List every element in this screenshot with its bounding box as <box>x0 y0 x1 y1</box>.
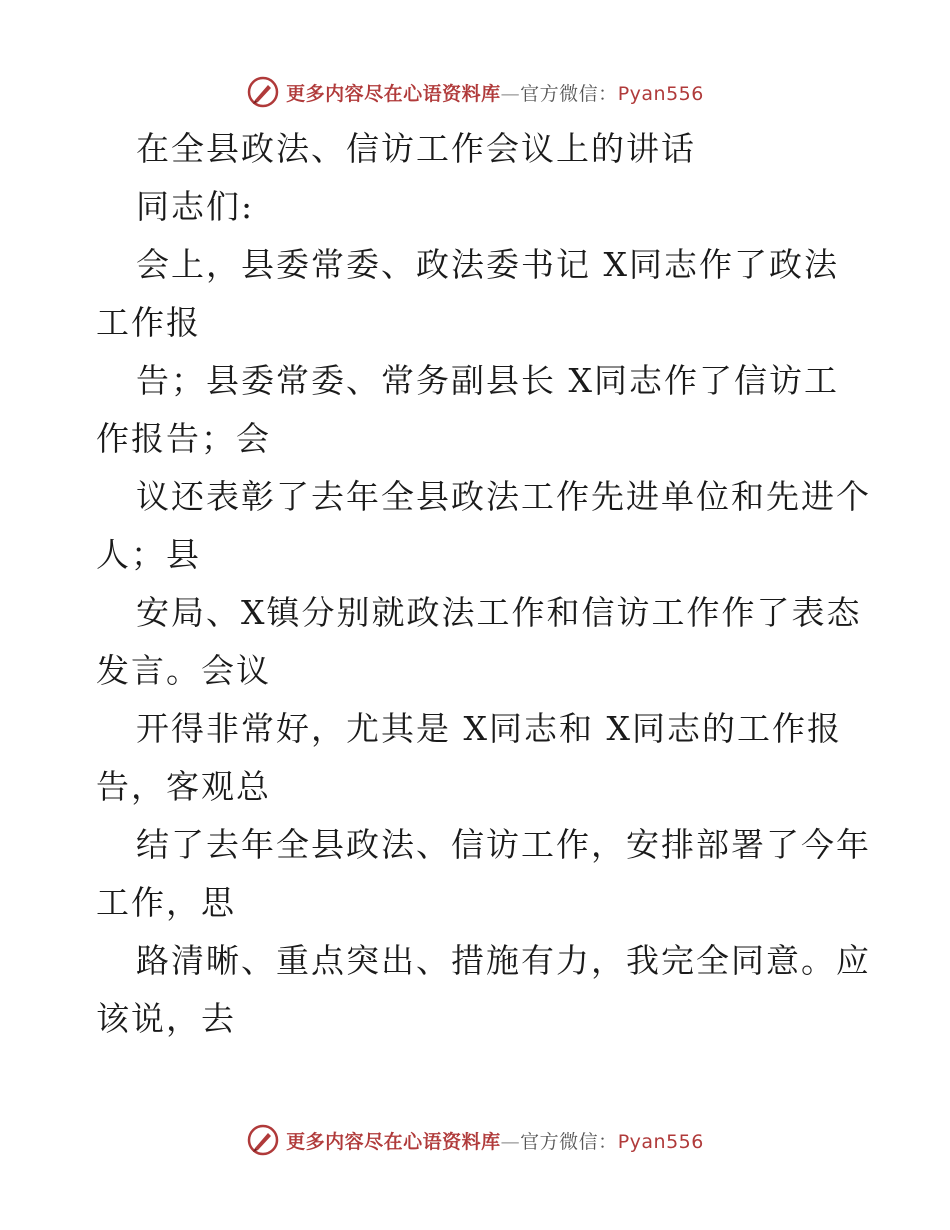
pen-logo-icon <box>246 75 280 109</box>
body-line: 开得非常好，尤其是 X同志和 X同志的工作报 <box>136 709 842 748</box>
salutation: 同志们: <box>136 187 255 226</box>
watermark-text <box>286 1127 704 1154</box>
watermark-brand: 更多内容尽在心语资料库 <box>286 1130 501 1153</box>
watermark-brand: 更多内容尽在心语资料库 <box>286 82 501 105</box>
footer-watermark <box>0 1118 950 1162</box>
body-line: 人；县 <box>96 535 201 574</box>
body-line: 结了去年全县政法、信访工作，安排部署了今年 <box>136 825 871 864</box>
pen-logo-icon <box>246 1123 280 1157</box>
body-line: 会上，县委常委、政法委书记 X同志作了政法 <box>136 245 839 284</box>
watermark-id: Pyan556 <box>617 1130 704 1153</box>
header-watermark <box>0 70 950 114</box>
watermark-label: 官方微信： <box>520 82 618 105</box>
watermark-id: Pyan556 <box>617 82 704 105</box>
body-line: 路清晰、重点突出、措施有力，我完全同意。应 <box>136 941 871 980</box>
watermark-dash: — <box>500 1130 521 1153</box>
watermark-label: 官方微信： <box>520 1130 618 1153</box>
body-line: 安局、X镇分别就政法工作和信访工作作了表态 <box>136 593 862 632</box>
watermark-text <box>286 79 704 106</box>
body-line: 作报告；会 <box>96 419 271 458</box>
body-line: 该说，去 <box>96 999 236 1038</box>
body-line: 发言。会议 <box>96 651 271 690</box>
body-line: 工作报 <box>96 303 201 342</box>
body-line: 议还表彰了去年全县政法工作先进单位和先进个 <box>136 477 871 516</box>
body-line: 工作，思 <box>96 883 236 922</box>
document-body <box>96 120 871 1048</box>
body-line: 告；县委常委、常务副县长 X同志作了信访工 <box>136 361 839 400</box>
body-line: 告，客观总 <box>96 767 271 806</box>
watermark-dash: — <box>500 82 521 105</box>
document-title: 在全县政法、信访工作会议上的讲话 <box>136 129 696 168</box>
